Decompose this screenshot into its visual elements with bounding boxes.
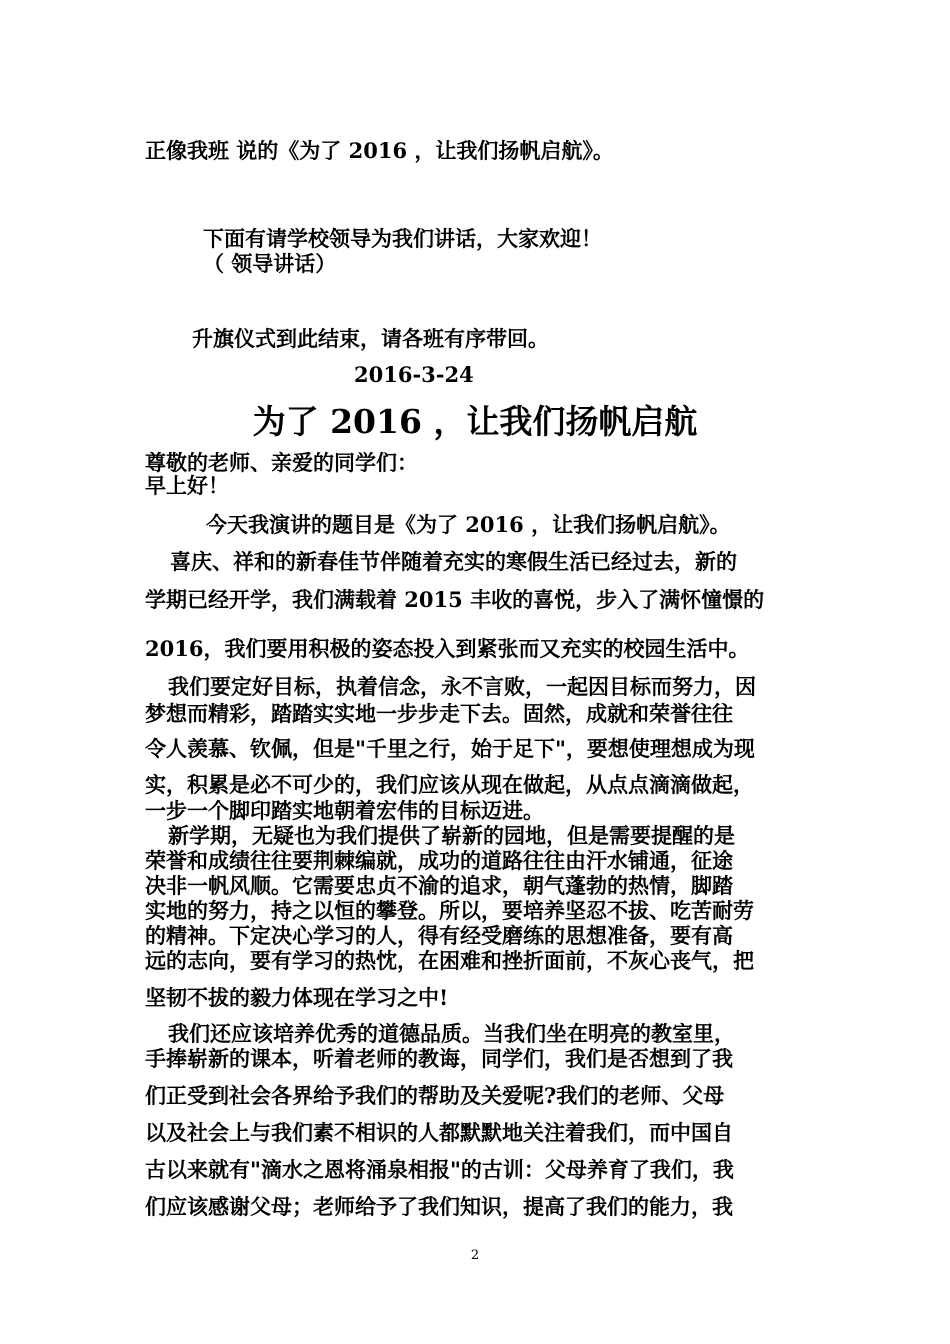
speech-line: 以及社会上与我们素不相识的人都默默地关注着我们，而中国自 bbox=[145, 1120, 733, 1145]
speech-line: 荣誉和成绩往往要荆棘编就，成功的道路往往由汗水铺通，征途 bbox=[145, 848, 733, 873]
speech-line: 实地的努力，持之以恒的攀登。所以，要培养坚忍不拔、吃苦耐劳 bbox=[145, 898, 754, 923]
speech-line: 远的志向，要有学习的热忱，在困难和挫折面前，不灰心丧气，把 bbox=[145, 948, 754, 973]
page-title: 为了 2016 ，让我们扬帆启航 bbox=[252, 402, 698, 441]
speech-line: 实，积累是必不可少的，我们应该从现在做起，从点点滴滴做起， bbox=[145, 772, 754, 797]
speech-line: 一步一个脚印踏实地朝着宏伟的目标迈进。 bbox=[145, 798, 544, 823]
speech-line: 的精神。下定决心学习的人，得有经受磨练的思想准备，要有高 bbox=[145, 923, 733, 948]
intro-date: 2016-3-24 bbox=[354, 362, 474, 387]
speech-line: 令人羡慕、钦佩，但是"千里之行，始于足下"，要想使理想成为现 bbox=[145, 736, 755, 761]
speech-line: 手捧崭新的课本，听着老师的教诲，同学们，我们是否想到了我 bbox=[145, 1046, 733, 1071]
speech-line: 我们要定好目标，执着信念，永不言败，一起因目标而努力，因 bbox=[168, 674, 756, 699]
page-number: 2 bbox=[470, 1248, 480, 1263]
intro-line-4: 升旗仪式到此结束，请各班有序带回。 bbox=[192, 326, 549, 351]
speech-line: 学期已经开学，我们满载着 2015 丰收的喜悦，步入了满怀憧憬的 bbox=[145, 587, 765, 612]
speech-line: 们正受到社会各界给予我们的帮助及关爱呢?我们的老师、父母 bbox=[145, 1083, 725, 1108]
speech-line: 决非一帆风顺。它需要忠贞不渝的追求，朝气蓬勃的热情，脚踏 bbox=[145, 873, 733, 898]
speech-line: 们应该感谢父母；老师给予了我们知识，提高了我们的能力，我 bbox=[145, 1194, 733, 1219]
speech-line: 我们还应该培养优秀的道德品质。当我们坐在明亮的教室里， bbox=[168, 1021, 735, 1046]
speech-line: 2016，我们要用积极的姿态投入到紧张而又充实的校园生活中。 bbox=[145, 636, 750, 661]
speech-line: 喜庆、祥和的新春佳节伴随着充实的寒假生活已经过去，新的 bbox=[170, 549, 737, 574]
speech-line: 新学期，无疑也为我们提供了崭新的园地，但是需要提醒的是 bbox=[168, 823, 735, 848]
speech-line: 梦想而精彩，踏踏实实地一步步走下去。固然，成就和荣誉往往 bbox=[145, 701, 733, 726]
intro-line-1: 正像我班 说的《为了 2016 ，让我们扬帆启航》。 bbox=[145, 138, 614, 163]
intro-line-3: （ 领导讲话） bbox=[203, 251, 337, 276]
speech-line: 今天我演讲的题目是《为了 2016 ，让我们扬帆启航》。 bbox=[206, 512, 731, 537]
salutation: 尊敬的老师、亲爱的同学们： bbox=[145, 450, 418, 475]
intro-line-2: 下面有请学校领导为我们讲话，大家欢迎！ bbox=[203, 226, 602, 251]
speech-line: 坚韧不拔的毅力体现在学习之中! bbox=[145, 985, 449, 1010]
greeting: 早上好！ bbox=[145, 473, 229, 498]
speech-line: 古以来就有"滴水之恩将涌泉相报"的古训：父母养育了我们，我 bbox=[145, 1157, 734, 1182]
